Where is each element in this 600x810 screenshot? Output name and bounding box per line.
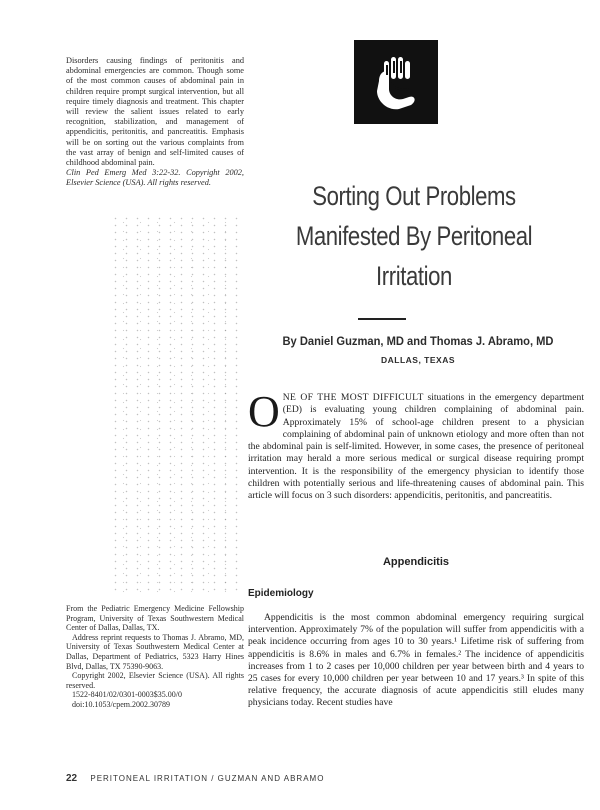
title-line-2: Manifested By Peritoneal bbox=[295, 221, 533, 251]
title-line-3: Irritation bbox=[376, 261, 452, 291]
affiliation-from: From the Pediatric Emergency Medicine Fellowship Program, University of Texas Southwestern Medical Center of Dallas, Dallas, TX. bbox=[66, 604, 244, 633]
copyright-notice: Copyright 2002, Elsevier Science (USA). All rights reserved. bbox=[66, 671, 244, 690]
title-line-1: Sorting Out Problems bbox=[312, 181, 516, 211]
subsection-heading: Epidemiology bbox=[248, 588, 314, 599]
affiliation-footnote bbox=[66, 604, 244, 710]
intro-paragraph bbox=[248, 387, 584, 503]
citation: Clin Ped Emerg Med 3:22-32. Copyright 2002, Elsevier Science (USA). All rights reserved. bbox=[66, 168, 244, 188]
abstract-text: Disorders causing findings of peritonitis and abdominal emergencies are common. Though some of the most common causes of abdominal pain in children require prompt surgical intervention, but all require timely diagnosis and treatment. This chapter will review the salient issues related to early recognition, stabilization, and management of appendicitis, peritonitis, and pancreatitis. Emphasis will be on sorting out the various complaints from the vast array of benign and self-limited causes of childhood abdominal pain. bbox=[66, 56, 244, 168]
lead-in: NE OF THE MOST DIFFICULT bbox=[282, 392, 424, 403]
scan-noise bbox=[110, 215, 240, 595]
issn: 1522-8401/02/0301-0003$35.00/0 bbox=[72, 690, 182, 700]
drop-cap: O bbox=[248, 387, 280, 436]
epidemiology-paragraph bbox=[248, 612, 584, 710]
page-footer bbox=[66, 773, 586, 784]
abstract bbox=[66, 56, 244, 189]
author-location: DALLAS, TEXAS bbox=[380, 355, 456, 365]
title-rule bbox=[358, 318, 406, 320]
section-heading: Appendicitis bbox=[382, 556, 449, 568]
praying-hands-icon bbox=[365, 51, 427, 113]
running-head: PERITONEAL IRRITATION / GUZMAN AND ABRAMO bbox=[90, 774, 325, 783]
authors: By Daniel Guzman, MD and Thomas J. Abramo, MD bbox=[282, 334, 554, 348]
journal-logo bbox=[354, 40, 438, 124]
epidemiology-text: Appendicitis is the most common abdominal emergency requiring surgical intervention. Approximately 7% of the population will suffer from appendicitis with a peak incidence occurring from ages 10 to 30 years.¹ Lifetime risk of suffering from appendicitis is 8.6% in males and 6.7% in females.² The incidence of appendicitis increases from 1 to 2 cases per 10,000 children per year between birth and 4 years to 25 cases for every 10,000 children per year between 10 and 17 years.³ In spite of this relative frequency, the accurate diagnosis of acute appendicitis still eludes many physicians today. Recent studies have bbox=[248, 612, 584, 709]
doi: doi:10.1053/cpem.2002.30789 bbox=[72, 699, 170, 709]
abstract-column bbox=[66, 56, 244, 189]
page-number: 22 bbox=[66, 773, 78, 784]
intro-text: situations in the emergency department (ED) is evaluating young children complaining of abdominal pain. Approximately 15% of school-age children present to a physician complaining of abdominal pain of unknown etiology and more often than not the abdominal pain is self-limited. However, in some cases, the presence of peritoneal irritation may herald a more serious medical or surgical disease requiring prompt intervention. It is the responsibility of the emergency physician to identify those children with potentially serious and life-threatening causes of abdominal pain. This article will focus on 3 such disorders: appendicitis, peritonitis, and pancreatitis. bbox=[248, 392, 584, 502]
article-title bbox=[275, 176, 554, 296]
reprint-address: Address reprint requests to Thomas J. Abramo, MD, University of Texas Southwestern Medical Center at Dallas, Department of Pediatrics, 5323 Harry Hines Blvd, Dallas, TX 75390-9063. bbox=[66, 632, 244, 671]
